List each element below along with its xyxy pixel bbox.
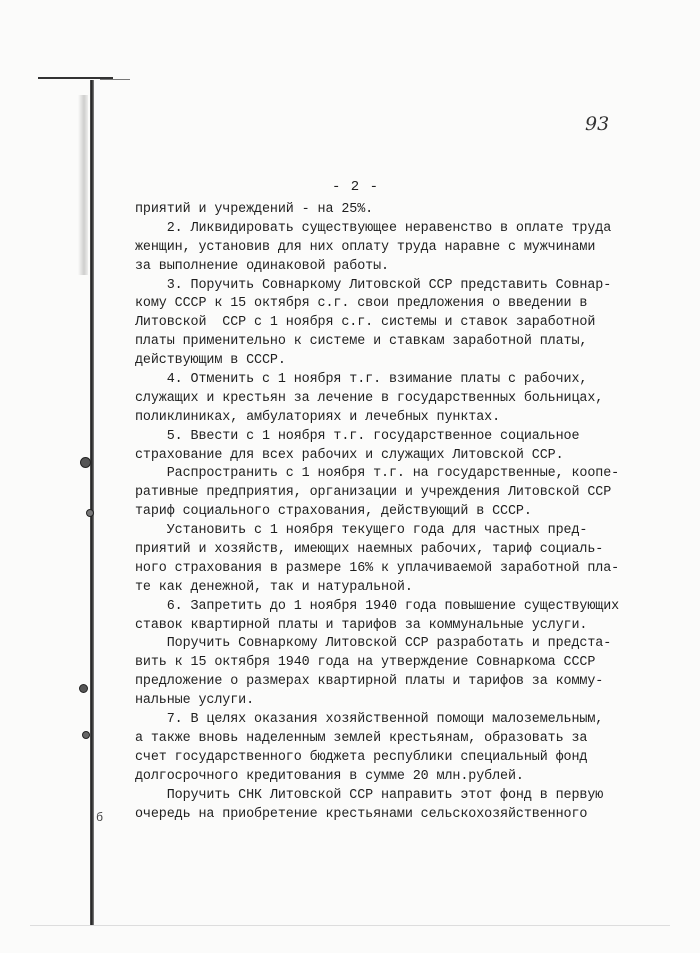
text-line: долгосрочного кредитования в сумме 20 млн.рублей. — [135, 768, 524, 784]
binding-hole-icon — [80, 457, 91, 468]
text-line: 2. Ликвидировать существующее неравенство в оплате труда — [135, 220, 612, 236]
text-line: 7. В целях оказания хозяйственной помощи малоземельным, — [135, 712, 604, 728]
text-line: приятий и учреждений - на 25%. — [135, 202, 374, 217]
text-line: вить к 15 октября 1940 года на утверждение Совнаркома СССР — [135, 655, 596, 671]
text-line: ставок квартирной платы и тарифов за коммунальные услуги. — [135, 617, 588, 633]
text-line: нальные услуги. — [135, 693, 255, 709]
margin-mark: б — [96, 811, 104, 825]
binding-hole-icon — [79, 684, 88, 693]
text-line: приятий и хозяйств, имеющих наемных рабочих, тариф социаль- — [135, 542, 604, 558]
text-line: ративные предприятия, организации и учреждения Литовской ССР — [135, 485, 612, 501]
text-line: ного страхования в размере 16% к уплачиваемой заработной пла- — [135, 560, 620, 576]
text-line: счет государственного бюджета республики специальный фонд — [135, 749, 588, 765]
text-line: за выполнение одинаковой работы. — [135, 258, 389, 274]
text-line: тариф социального страхования, действующий в СССР. — [135, 504, 532, 520]
text-line: Поручить СНК Литовской ССР направить этот фонд в первую — [135, 787, 604, 803]
text-line: Литовской ССР с 1 ноября с.г. системы и ставок заработной — [135, 315, 596, 331]
text-line: действующим в СССР. — [135, 353, 286, 369]
text-line: страхование для всех рабочих и служащих Литовской ССР. — [135, 447, 564, 463]
binding-hole-icon — [86, 509, 94, 517]
top-rule-accent — [100, 79, 130, 80]
archive-page-number: 93 — [585, 113, 610, 135]
text-line: женщин, установив для них оплату труда наравне с мужчинами — [135, 239, 596, 255]
text-line: Установить с 1 ноября текущего года для частных пред- — [135, 523, 588, 539]
bottom-rule — [30, 925, 670, 926]
text-line: а также вновь наделенным землей крестьянам, образовать за — [135, 730, 588, 746]
text-line: 6. Запретить до 1 ноября 1940 года повышение существующих — [135, 598, 620, 614]
binding-shadow — [78, 95, 88, 275]
text-line: предложение о размерах квартирной платы и тарифов за комму- — [135, 674, 604, 690]
page-header: - 2 - — [332, 179, 380, 195]
text-line: очередь на приобретение крестьянами сельскохозяйственного — [135, 806, 588, 822]
binding-edge — [90, 80, 94, 925]
text-line: служащих и крестьян за лечение в государственных больницах, — [135, 390, 604, 406]
text-line: те как денежной, так и натуральной. — [135, 579, 413, 595]
text-line: поликлиниках, амбулаториях и лечебных пунктах. — [135, 409, 501, 425]
text-line: 4. Отменить с 1 ноября т.г. взимание платы с рабочих, — [135, 372, 588, 388]
text-line: 5. Ввести с 1 ноября т.г. государственное социальное — [135, 428, 580, 444]
document-body — [135, 201, 625, 824]
text-line: Поручить Совнаркому Литовской ССР разработать и предста- — [135, 636, 612, 652]
text-line: Распространить с 1 ноября т.г. на государственные, коопе- — [135, 466, 620, 482]
text-line: платы применительно к системе и ставкам заработной платы, — [135, 334, 588, 350]
text-line: кому СССР к 15 октября с.г. свои предложения о введении в — [135, 296, 588, 312]
binding-hole-icon — [82, 731, 90, 739]
text-line: 3. Поручить Совнаркому Литовской ССР представить Совнар- — [135, 277, 612, 293]
